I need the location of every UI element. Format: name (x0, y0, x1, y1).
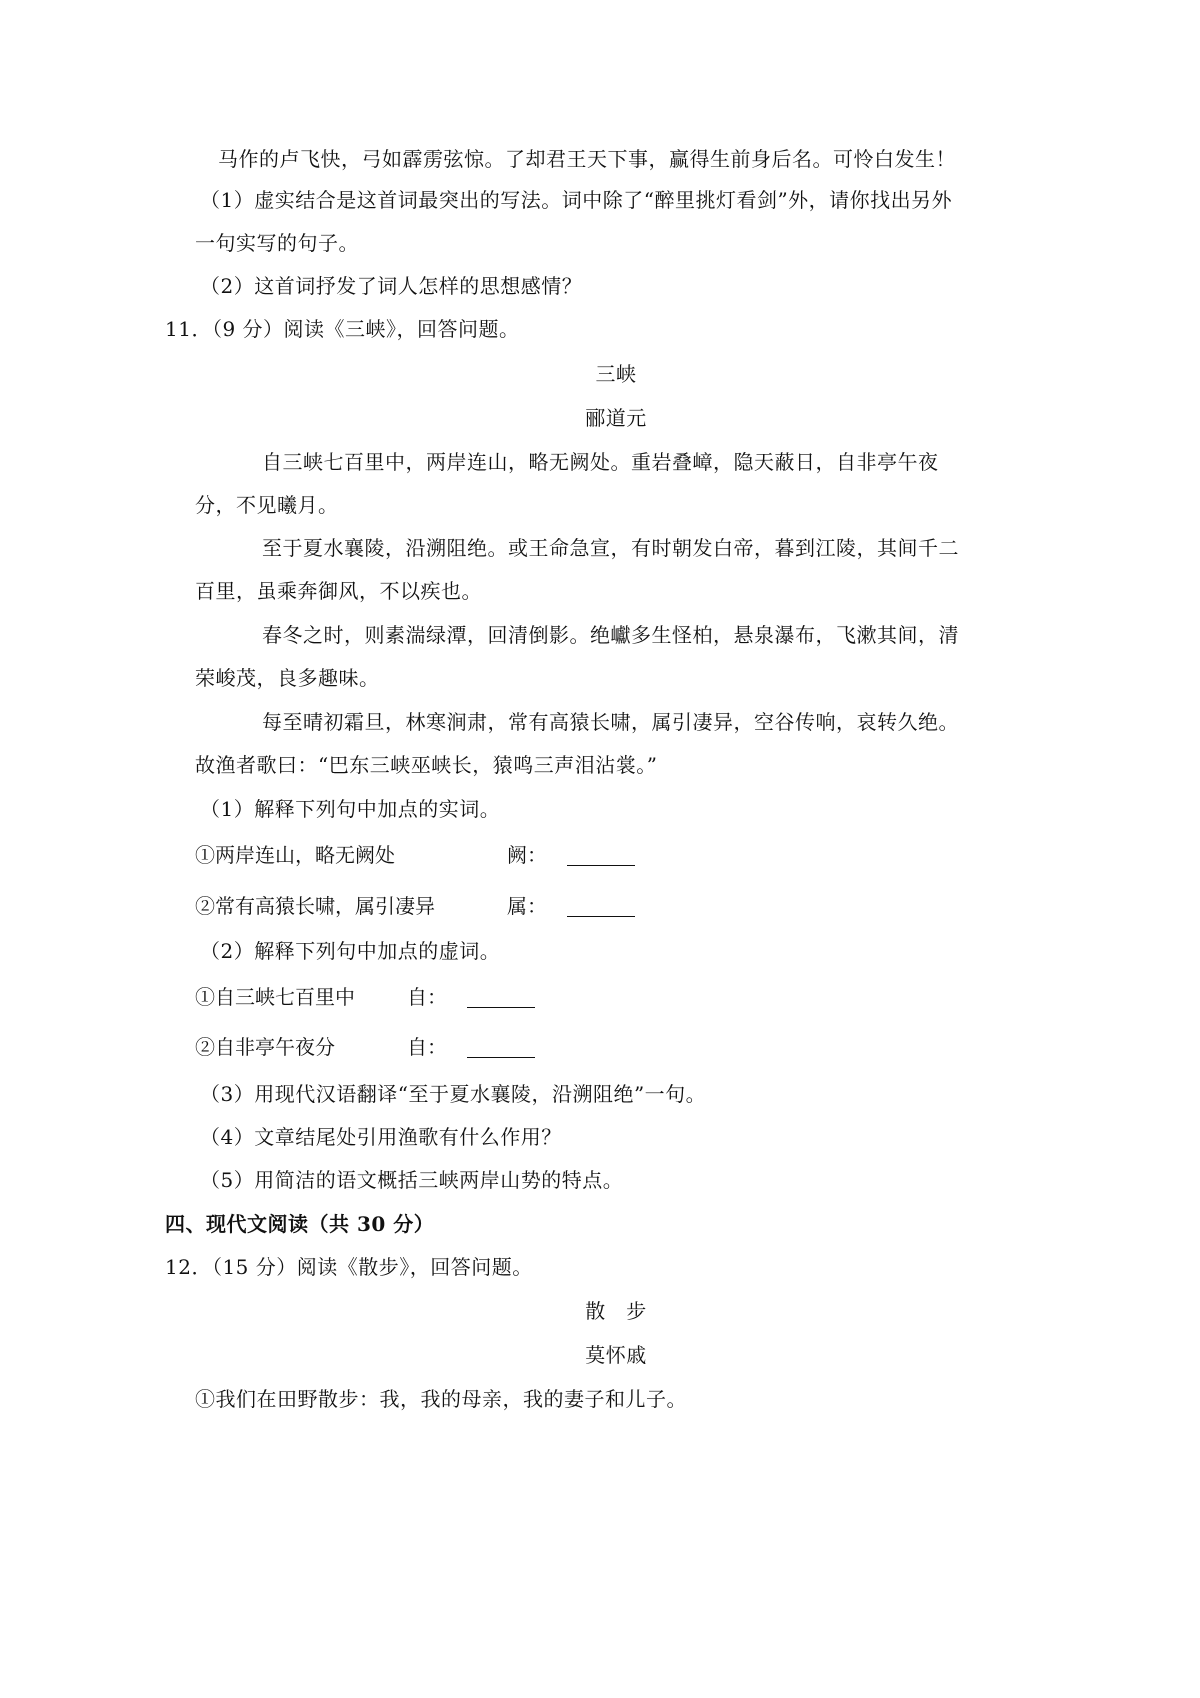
passage-author-lidaoyuan: 郦道元 (585, 406, 647, 430)
question-11-2-item-1 (195, 983, 995, 1011)
question-11-2-item-2 (195, 1033, 995, 1061)
passage-author-mohuaiqi: 莫怀戚 (585, 1343, 647, 1367)
passage-para4-line2: 故渔者歌曰：“巴东三峡巫峡长，猿鸣三声泪沾裳。” (195, 753, 658, 777)
passage-para4-line1: 每至晴初霜旦，林寒涧肃，常有高猿长啸，属引凄异，空谷传响，哀转久绝。 (262, 710, 959, 734)
passage-para2-line1: 至于夏水襄陵，沿溯阻绝。或王命急宣，有时朝发白帝，暮到江陵，其间千二 (262, 536, 959, 560)
question-11-4: （4）文章结尾处引用渔歌有什么作用？ (200, 1125, 562, 1149)
item-word-label: 阙： (507, 843, 547, 867)
item-sentence: ①自三峡七百里中 (195, 985, 355, 1009)
answer-blank[interactable] (467, 983, 535, 1015)
question-10-1-line2: 一句实写的句子。 (195, 231, 359, 255)
passage-para3-line1: 春冬之时，则素湍绿潭，回清倒影。绝巘多生怪柏，悬泉瀑布，飞漱其间，清 (262, 623, 959, 647)
item-sentence: ②常有高猿长啸，属引凄异 (195, 894, 435, 918)
question-10-1-line1: （1）虚实结合是这首词最突出的写法。词中除了“醉里挑灯看剑”外，请你找出另外 (200, 188, 953, 212)
question-11-heading: 11．（9 分）阅读《三峡》，回答问题。 (165, 317, 520, 341)
poem-last-line: 马作的卢飞快，弓如霹雳弦惊。了却君王天下事，赢得生前身后名。可怜白发生！ (218, 147, 956, 171)
question-11-3: （3）用现代汉语翻译“至于夏水襄陵，沿溯阻绝”一句。 (200, 1082, 707, 1106)
section-4-heading: 四、现代文阅读（共 30 分） (165, 1212, 435, 1236)
question-11-1-item-1 (195, 841, 995, 869)
question-12-heading: 12．（15 分）阅读《散步》，回答问题。 (165, 1255, 533, 1279)
passage-title-sanbu: 散 步 (585, 1299, 647, 1323)
question-11-1-item-2 (195, 892, 995, 920)
question-11-1: （1）解释下列句中加点的实词。 (200, 797, 501, 821)
answer-blank[interactable] (467, 1033, 535, 1065)
item-sentence: ①两岸连山，略无阙处 (195, 843, 395, 867)
passage-sanbu-para1: ①我们在田野散步：我，我的母亲，我的妻子和儿子。 (195, 1387, 687, 1411)
answer-blank[interactable] (567, 892, 635, 924)
passage-para1-line2: 分，不见曦月。 (195, 493, 339, 517)
item-word-label: 自： (407, 1035, 447, 1059)
answer-blank[interactable] (567, 841, 635, 873)
question-10-2: （2）这首词抒发了词人怎样的思想感情？ (200, 274, 583, 298)
item-sentence: ②自非亭午夜分 (195, 1035, 335, 1059)
passage-para1-line1: 自三峡七百里中，两岸连山，略无阙处。重岩叠嶂，隐天蔽日，自非亭午夜 (262, 450, 939, 474)
passage-title-sanxia: 三峡 (595, 362, 637, 386)
passage-para3-line2: 荣峻茂，良多趣味。 (195, 666, 380, 690)
question-11-2: （2）解释下列句中加点的虚词。 (200, 939, 501, 963)
item-word-label: 属： (507, 894, 547, 918)
item-word-label: 自： (407, 985, 447, 1009)
passage-para2-line2: 百里，虽乘奔御风，不以疾也。 (195, 579, 482, 603)
question-11-5: （5）用简洁的语文概括三峡两岸山势的特点。 (200, 1168, 624, 1192)
